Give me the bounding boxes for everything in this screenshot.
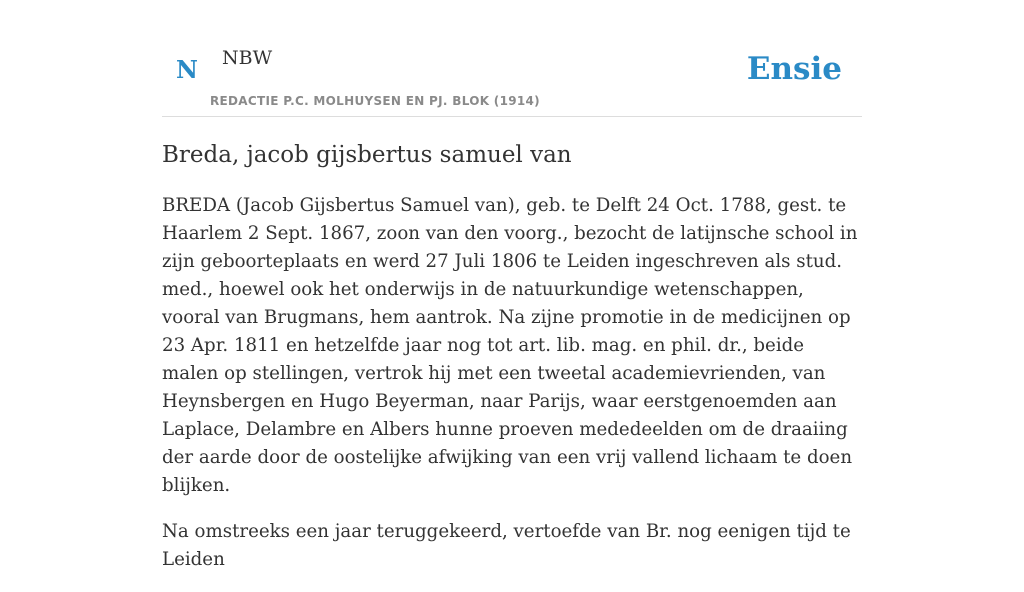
- article-body: [162, 192, 862, 592]
- article-paragraph: BREDA (Jacob Gijsbertus Samuel van), geb. te Delft 24 Oct. 1788, gest. te Haarlem 2 Sept. 1867, zoon van den voorg., bezocht de latijnsche school in zijn geboorteplaats en werd 27 Juli 1806 te Leiden ingeschreven als stud. med., hoewel ook het onderwijs in de natuurkundige wetenschappen, vooral van Brugmans, hem aantrok. Na zijne promotie in de medicijnen op 23 Apr. 1811 en hetzelfde jaar nog tot art. lib. mag. en phil. dr., beide malen op stellingen, vertrok hij met een tweetal academievrienden, van Heynsbergen en Hugo Beyerman, naar Parijs, waar eerstgenoemden aan Laplace, Delambre en Albers hunne proeven mededeelden om de draaiing der aarde door de oostelijke afwijking van een vrij vallend lichaam te doen blijken.: [162, 195, 858, 496]
- brand-logo[interactable]: Ensie: [746, 51, 842, 87]
- source-subtitle: REDACTIE P.C. MOLHUYSEN EN PJ. BLOK (1914): [210, 94, 540, 108]
- header: [162, 0, 862, 117]
- source-logo[interactable]: N: [176, 55, 198, 84]
- source-name[interactable]: NBW: [222, 47, 273, 69]
- article-paragraph: Na omstreeks een jaar teruggekeerd, vertoefde van Br. nog eenigen tijd te Leiden: [162, 521, 851, 570]
- article-title: Breda, jacob gijsbertus samuel van: [162, 142, 572, 168]
